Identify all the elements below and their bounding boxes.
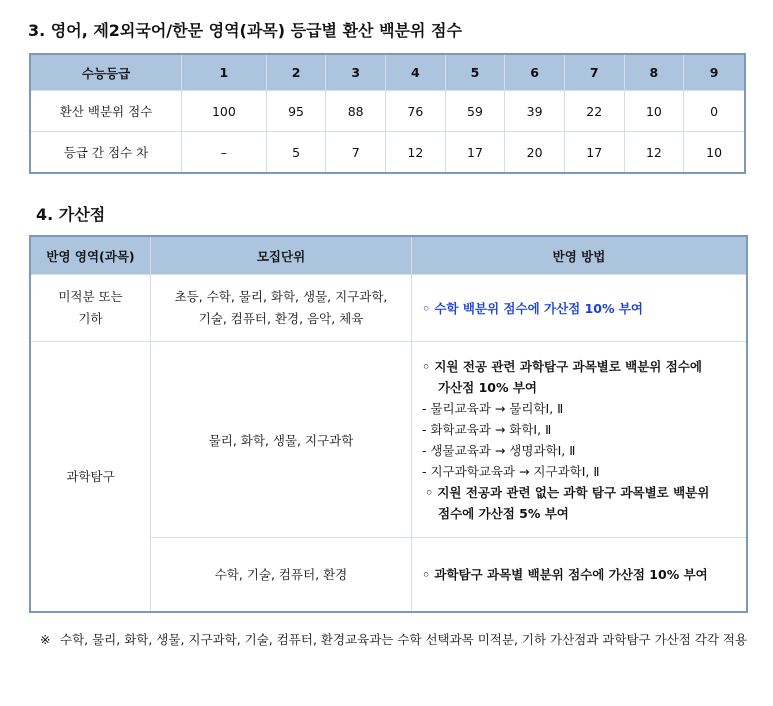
method-cell [412, 342, 748, 538]
note-text: 수학, 물리, 화학, 생물, 지구과학, 기술, 컴퓨터, 환경교육과는 수학 선택과목 미적분, 기하 가산점과 과학탐구 가산점 각각 적용 [60, 632, 748, 647]
table-cell: 95 [266, 91, 326, 132]
table-row [30, 132, 745, 174]
method-item: - 화학교육과 → 화학Ⅰ, Ⅱ [422, 421, 552, 437]
header-area: 반영 영역(과목) [30, 236, 151, 275]
grade-score-table [29, 53, 746, 174]
units-line: 초등, 수학, 물리, 화학, 생물, 지구과학, [174, 289, 388, 304]
grade-header: 5 [445, 54, 505, 91]
table-header-row [30, 54, 745, 91]
table-cell: 22 [564, 91, 624, 132]
table-header-row [30, 236, 747, 275]
method-cell [412, 538, 748, 612]
bonus-points-table [29, 235, 748, 613]
grade-header: 6 [505, 54, 565, 91]
table-cell: 10 [684, 132, 745, 174]
footnote [40, 628, 750, 651]
table-cell: 17 [564, 132, 624, 174]
method-cell [412, 275, 748, 342]
method-item: - 생물교육과 → 생명과학Ⅰ, Ⅱ [422, 442, 576, 458]
header-method: 반영 방법 [412, 236, 748, 275]
grade-header: 9 [684, 54, 745, 91]
header-units: 모집단위 [151, 236, 412, 275]
table-cell: 12 [386, 132, 446, 174]
grade-header: 4 [386, 54, 446, 91]
note-mark: ※ [40, 632, 51, 647]
table-row [30, 275, 747, 342]
table-cell: 12 [624, 132, 684, 174]
table-cell: 17 [445, 132, 505, 174]
table-cell: 76 [386, 91, 446, 132]
grade-header: 8 [624, 54, 684, 91]
table-row [30, 91, 745, 132]
section4-title: 4. 가산점 [36, 205, 106, 224]
table-cell: 7 [326, 132, 386, 174]
units-cell [151, 275, 412, 342]
table-cell: 5 [266, 132, 326, 174]
table-cell: 10 [624, 91, 684, 132]
method-line: 점수에 가산점 5% 부여 [438, 505, 569, 521]
table-cell: – [182, 132, 267, 174]
table-cell: 59 [445, 91, 505, 132]
grade-header: 7 [564, 54, 624, 91]
units-line: 기술, 컴퓨터, 환경, 음악, 체육 [198, 311, 364, 326]
table-cell: 88 [326, 91, 386, 132]
header-label: 수능등급 [30, 54, 182, 91]
table-cell: 20 [505, 132, 565, 174]
method-text: ◦ 수학 백분위 점수에 가산점 10% 부여 [422, 300, 643, 316]
method-item: - 물리교육과 → 물리학Ⅰ, Ⅱ [422, 400, 564, 416]
method-line: ◦ 지원 전공과 관련 없는 과학 탐구 과목별로 백분위 [425, 484, 710, 500]
method-item: - 지구과학교육과 → 지구과학Ⅰ, Ⅱ [422, 463, 600, 479]
method-text: ◦ 과학탐구 과목별 백분위 점수에 가산점 10% 부여 [422, 566, 708, 582]
grade-header: 1 [182, 54, 267, 91]
grade-header: 3 [326, 54, 386, 91]
row-label: 등급 간 점수 차 [30, 132, 182, 174]
method-line: ◦ 지원 전공 관련 과학탐구 과목별로 백분위 점수에 [422, 358, 702, 374]
units-cell: 물리, 화학, 생물, 지구과학 [151, 342, 412, 538]
area-cell: 과학탐구 [30, 342, 151, 612]
method-line: 가산점 10% 부여 [438, 379, 537, 395]
table-cell: 0 [684, 91, 745, 132]
area-line: 기하 [78, 311, 103, 326]
grade-header: 2 [266, 54, 326, 91]
table-cell: 100 [182, 91, 267, 132]
area-cell [30, 275, 151, 342]
table-row [30, 342, 747, 538]
section3-title: 3. 영어, 제2외국어/한문 영역(과목) 등급별 환산 백분위 점수 [28, 21, 462, 40]
table-cell: 39 [505, 91, 565, 132]
area-line: 미적분 또는 [58, 289, 123, 304]
row-label: 환산 백분위 점수 [30, 91, 182, 132]
units-cell: 수학, 기술, 컴퓨터, 환경 [151, 538, 412, 612]
